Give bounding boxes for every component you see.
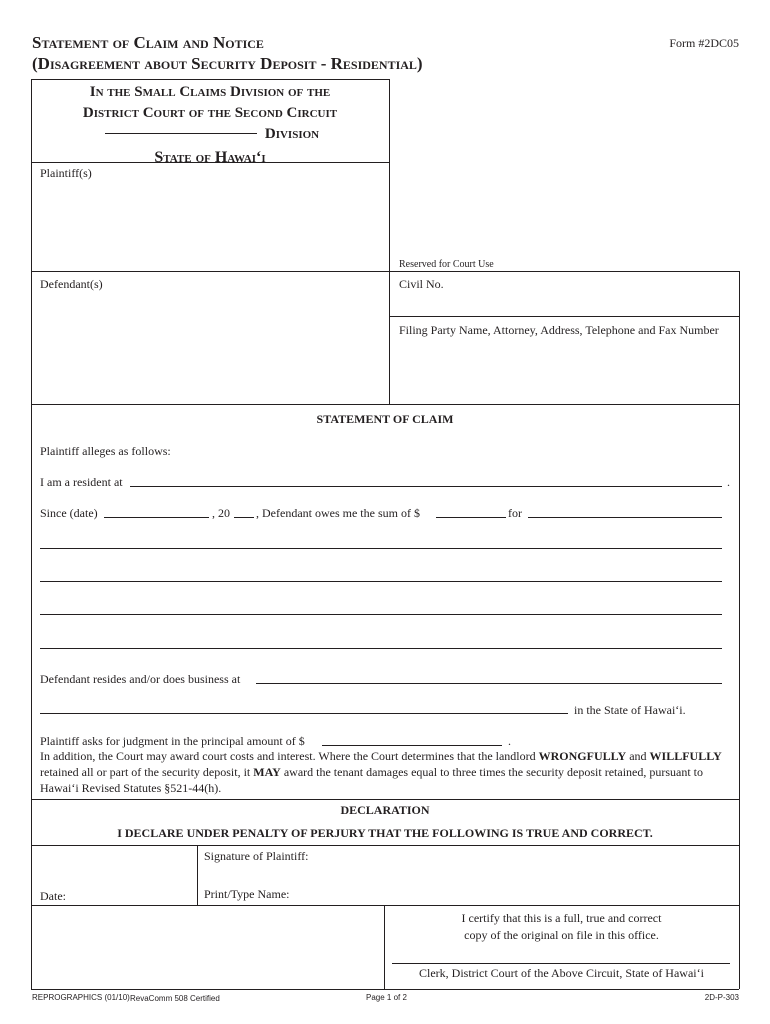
notice-text-2: and [626, 749, 650, 763]
resident-label: I am a resident at [40, 475, 123, 489]
judgment-amount-field[interactable] [322, 745, 502, 746]
claim-top-divider [31, 404, 739, 405]
resides-field[interactable] [256, 683, 722, 684]
clerk-signature-line[interactable] [392, 963, 730, 964]
court-box-right [389, 79, 390, 404]
court-line2: District Court of the Second Circuit [82, 105, 338, 121]
division-label: Division [264, 126, 320, 142]
reserved-label: Reserved for Court Use [399, 259, 494, 270]
declaration-statement: I DECLARE UNDER PENALTY OF PERJURY THAT THE FOLLOWING IS TRUE AND CORRECT. [117, 826, 653, 840]
amount-owed-field[interactable] [436, 517, 506, 518]
resides-field-2[interactable] [40, 713, 568, 714]
notice-paragraph [40, 748, 730, 796]
civil-no-field[interactable] [455, 276, 735, 312]
notice-text-3: retained all or part of the security deposit, it [40, 765, 254, 779]
since-date-field[interactable] [104, 517, 209, 518]
signature-area-top [31, 845, 739, 846]
alleges-text: Plaintiff alleges as follows: [40, 444, 171, 458]
frame-top [31, 79, 389, 80]
notice-text-4: award the tenant damages equal to three times the security deposit retained, pursuant to Hawai‘i Revised Statutes §521-44(h). [40, 765, 704, 795]
defendant-field[interactable] [36, 294, 384, 400]
since-label: Since (date) [40, 506, 98, 520]
year-field[interactable] [234, 517, 254, 518]
plaintiff-field[interactable] [36, 182, 384, 268]
frame-right [739, 271, 740, 989]
owes-label: , Defendant owes me the sum of $ [256, 506, 420, 520]
form-title [32, 32, 423, 74]
resident-field[interactable] [130, 486, 722, 487]
cert-text [384, 910, 739, 944]
claim-line-1[interactable] [40, 548, 722, 549]
court-state: State of Hawai‘i [154, 149, 266, 166]
signature-area-bottom [31, 905, 739, 906]
declaration-heading: DECLARATION [340, 803, 430, 817]
court-box-bottom [31, 162, 389, 163]
frame-bottom [31, 989, 739, 990]
claim-heading: STATEMENT OF CLAIM [316, 412, 454, 426]
cert-line2: copy of the original on file in this office. [464, 928, 659, 942]
form-title-line1: Statement of Claim and Notice [32, 33, 264, 52]
claim-line-3[interactable] [40, 614, 722, 615]
form-number: Form #2DC05 [669, 36, 739, 50]
filing-party-field[interactable] [395, 340, 735, 400]
cert-line1: I certify that this is a full, true and correct [461, 911, 662, 925]
date-field[interactable] [80, 884, 190, 902]
defendant-label: Defendant(s) [40, 277, 103, 291]
claim-line-4[interactable] [40, 648, 722, 649]
footer-reprographics: REPROGRAPHICS (01/10) [32, 993, 130, 1002]
notice-text-1: In addition, the Court may award court costs and interest. Where the Court determines that the landlord [40, 749, 539, 763]
form-title-line2: (Disagreement about Security Deposit - Residential) [32, 54, 423, 73]
frame-left [31, 79, 32, 989]
state-suffix: in the State of Hawai‘i. [574, 703, 686, 717]
date-label: Date: [40, 889, 66, 903]
for-field[interactable] [528, 517, 722, 518]
division-blank[interactable] [105, 133, 257, 134]
judgment-end: . [508, 734, 511, 748]
plaintiff-label: Plaintiff(s) [40, 166, 92, 180]
court-line1: In the Small Claims Division of the [89, 84, 331, 100]
resides-label: Defendant resides and/or does business at [40, 672, 241, 686]
print-name-label: Print/Type Name: [204, 887, 290, 901]
footer-revacomm: RevaComm 508 Certified [130, 994, 220, 1003]
for-label: for [508, 506, 522, 520]
date-divider [197, 845, 198, 905]
clerk-label: Clerk, District Court of the Above Circuit, State of Hawai‘i [419, 966, 704, 980]
footer-page: Page 1 of 2 [366, 993, 407, 1002]
claim-line-2[interactable] [40, 581, 722, 582]
notice-bold-willfully: WILLFULLY [649, 749, 722, 763]
parties-divider [31, 271, 739, 272]
civil-no-label: Civil No. [399, 277, 444, 291]
notice-bold-may: MAY [253, 765, 281, 779]
court-division-row [31, 124, 389, 145]
civil-no-divider [389, 316, 739, 317]
judgment-label: Plaintiff asks for judgment in the principal amount of $ [40, 734, 305, 748]
footer-code: 2D-P-303 [704, 993, 739, 1002]
declaration-top-divider [31, 799, 739, 800]
signature-label: Signature of Plaintiff: [204, 849, 309, 863]
resident-end: . [727, 475, 730, 489]
print-name-field[interactable] [310, 884, 730, 902]
year-prefix: , 20 [212, 506, 230, 520]
signature-field[interactable] [330, 848, 730, 868]
court-heading [31, 82, 389, 168]
notice-bold-wrongfully: WRONGFULLY [538, 749, 627, 763]
filing-party-label: Filing Party Name, Attorney, Address, Telephone and Fax Number [399, 323, 719, 337]
